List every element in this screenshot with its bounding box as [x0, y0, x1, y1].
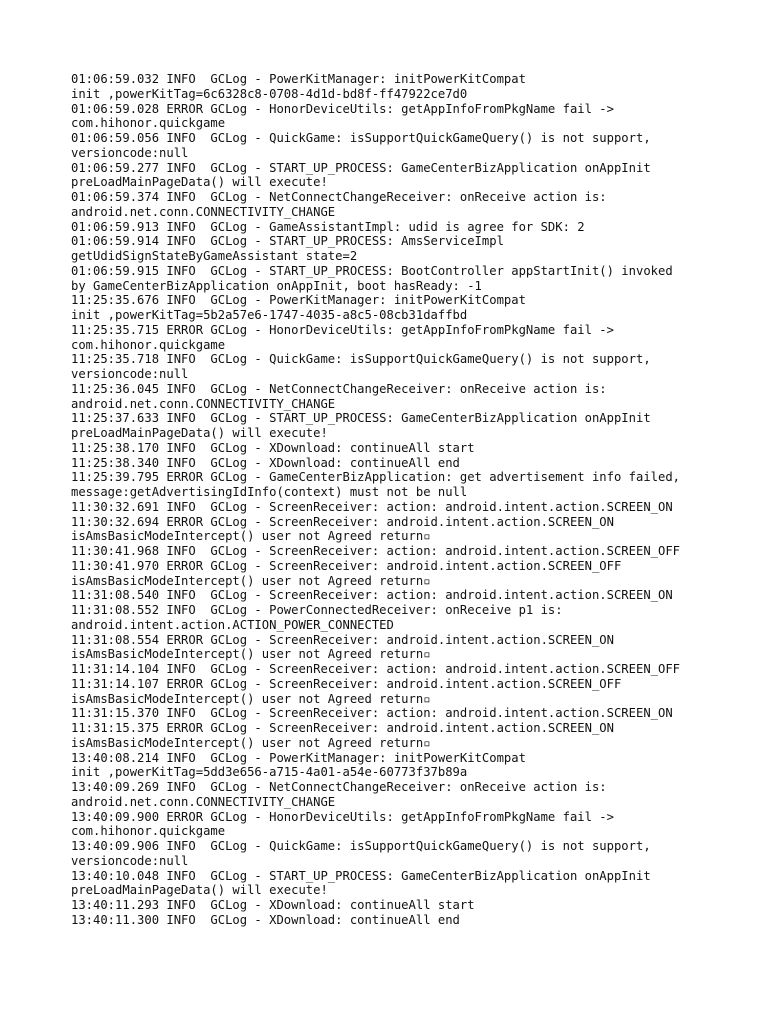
- log-text-block: [71, 72, 731, 928]
- log-line: isAmsBasicModeIntercept() user not Agreed return▫: [71, 691, 431, 706]
- log-line: 13:40:10.048 INFO GCLog - START_UP_PROCESS: GameCenterBizApplication onAppInit: [71, 868, 651, 883]
- log-line: 01:06:59.032 INFO GCLog - PowerKitManager: initPowerKitCompat: [71, 72, 526, 86]
- log-line: 11:31:08.540 INFO GCLog - ScreenReceiver: action: android.intent.action.SCREEN_ON: [71, 588, 673, 603]
- log-line: 11:25:38.170 INFO GCLog - XDownload: continueAll start: [71, 440, 475, 455]
- log-line: 01:06:59.913 INFO GCLog - GameAssistantImpl: udid is agree for SDK: 2: [71, 219, 585, 234]
- log-line: android.net.conn.CONNECTIVITY_CHANGE: [71, 396, 336, 411]
- log-line: 11:25:39.795 ERROR GCLog - GameCenterBizApplication: get advertisement info failed,: [71, 470, 681, 485]
- log-line: versioncode:null: [71, 145, 189, 160]
- log-line: 13:40:11.300 INFO GCLog - XDownload: continueAll end: [71, 912, 460, 927]
- log-line: preLoadMainPageData() will execute!: [71, 883, 328, 898]
- log-line: isAmsBasicModeIntercept() user not Agreed return▫: [71, 735, 431, 750]
- log-line: init ,powerKitTag=5b2a57e6-1747-4035-a8c5-08cb31daffbd: [71, 308, 468, 322]
- log-line: isAmsBasicModeIntercept() user not Agreed return▫: [71, 647, 431, 662]
- log-line: 11:31:08.554 ERROR GCLog - ScreenReceiver: android.intent.action.SCREEN_ON: [71, 632, 614, 647]
- log-line: versioncode:null: [71, 853, 189, 868]
- log-line: preLoadMainPageData() will execute!: [71, 175, 328, 190]
- log-line: versioncode:null: [71, 367, 189, 381]
- log-line: 11:30:32.691 INFO GCLog - ScreenReceiver: action: android.intent.action.SCREEN_ON: [71, 499, 673, 514]
- log-line: 11:31:15.375 ERROR GCLog - ScreenReceiver: android.intent.action.SCREEN_ON: [71, 721, 614, 735]
- log-line: 11:30:32.694 ERROR GCLog - ScreenReceiver: android.intent.action.SCREEN_ON: [71, 514, 614, 529]
- log-line: 11:25:35.715 ERROR GCLog - HonorDeviceUtils: getAppInfoFromPkgName fail ->: [71, 322, 614, 337]
- log-line: 01:06:59.915 INFO GCLog - START_UP_PROCESS: BootController appStartInit() invoked: [71, 263, 673, 278]
- log-line: 01:06:59.056 INFO GCLog - QuickGame: isSupportQuickGameQuery() is not support,: [71, 131, 651, 145]
- log-line: 11:31:08.552 INFO GCLog - PowerConnectedReceiver: onReceive p1 is:: [71, 603, 563, 617]
- log-line: 11:25:36.045 INFO GCLog - NetConnectChangeReceiver: onReceive action is:: [71, 381, 607, 396]
- log-line: 01:06:59.914 INFO GCLog - START_UP_PROCESS: AmsServiceImpl: [71, 234, 504, 249]
- log-line: 01:06:59.374 INFO GCLog - NetConnectChangeReceiver: onReceive action is:: [71, 190, 607, 204]
- log-line: message:getAdvertisingIdInfo(context) must not be null: [71, 485, 468, 499]
- log-line: isAmsBasicModeIntercept() user not Agreed return▫: [71, 529, 431, 544]
- log-line: 01:06:59.028 ERROR GCLog - HonorDeviceUtils: getAppInfoFromPkgName fail ->: [71, 101, 614, 116]
- log-line: 11:25:35.718 INFO GCLog - QuickGame: isSupportQuickGameQuery() is not support,: [71, 352, 651, 367]
- log-line: android.net.conn.CONNECTIVITY_CHANGE: [71, 204, 336, 219]
- log-line: com.hihonor.quickgame: [71, 116, 226, 131]
- log-line: by GameCenterBizApplication onAppInit, boot hasReady: -1: [71, 278, 482, 293]
- log-line: getUdidSignStateByGameAssistant state=2: [71, 249, 358, 263]
- log-line: 13:40:09.900 ERROR GCLog - HonorDeviceUtils: getAppInfoFromPkgName fail ->: [71, 809, 614, 824]
- log-line: android.intent.action.ACTION_POWER_CONNECTED: [71, 617, 394, 632]
- log-line: preLoadMainPageData() will execute!: [71, 426, 328, 440]
- log-line: 01:06:59.277 INFO GCLog - START_UP_PROCESS: GameCenterBizApplication onAppInit: [71, 160, 651, 175]
- log-line: init ,powerKitTag=5dd3e656-a715-4a01-a54e-60773f37b89a: [71, 765, 468, 780]
- log-line: 13:40:08.214 INFO GCLog - PowerKitManager: initPowerKitCompat: [71, 750, 526, 765]
- log-line: 13:40:11.293 INFO GCLog - XDownload: continueAll start: [71, 898, 475, 912]
- log-line: 11:25:38.340 INFO GCLog - XDownload: continueAll end: [71, 455, 460, 470]
- log-line: isAmsBasicModeIntercept() user not Agreed return▫: [71, 573, 431, 588]
- log-line: 11:30:41.968 INFO GCLog - ScreenReceiver: action: android.intent.action.SCREEN_OFF: [71, 544, 681, 558]
- log-line: 13:40:09.906 INFO GCLog - QuickGame: isSupportQuickGameQuery() is not support,: [71, 839, 651, 853]
- log-line: android.net.conn.CONNECTIVITY_CHANGE: [71, 794, 336, 809]
- log-line: com.hihonor.quickgame: [71, 337, 226, 352]
- log-line: com.hihonor.quickgame: [71, 824, 226, 839]
- log-line: 11:25:35.676 INFO GCLog - PowerKitManager: initPowerKitCompat: [71, 293, 526, 308]
- log-line: 13:40:09.269 INFO GCLog - NetConnectChangeReceiver: onReceive action is:: [71, 780, 607, 794]
- log-line: 11:25:37.633 INFO GCLog - START_UP_PROCESS: GameCenterBizApplication onAppInit: [71, 411, 651, 426]
- log-line: init ,powerKitTag=6c6328c8-0708-4d1d-bd8f-ff47922ce7d0: [71, 86, 468, 101]
- log-line: 11:31:15.370 INFO GCLog - ScreenReceiver: action: android.intent.action.SCREEN_ON: [71, 706, 673, 721]
- log-line: 11:31:14.104 INFO GCLog - ScreenReceiver: action: android.intent.action.SCREEN_OFF: [71, 662, 681, 676]
- log-line: 11:30:41.970 ERROR GCLog - ScreenReceiver: android.intent.action.SCREEN_OFF: [71, 558, 622, 573]
- log-line: 11:31:14.107 ERROR GCLog - ScreenReceiver: android.intent.action.SCREEN_OFF: [71, 676, 622, 691]
